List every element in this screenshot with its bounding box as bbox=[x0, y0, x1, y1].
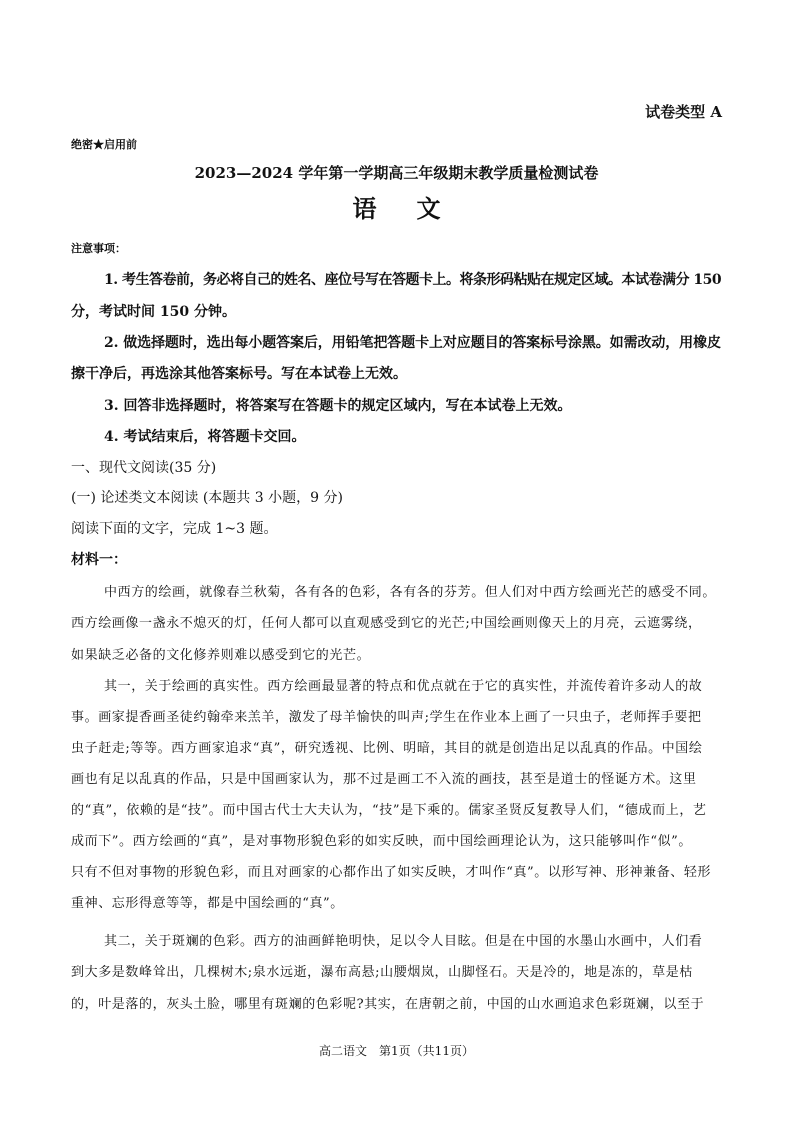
page-footer: 高二语文 第1页（共11页） bbox=[319, 1044, 474, 1058]
part-title: 一、现代文阅读(35 分) bbox=[71, 460, 217, 476]
sub-section-title: (一) 论述类文本阅读 (本题共 3 小题，9 分) bbox=[71, 490, 343, 506]
notice-line: 2. 做选择题时，选出每小题答案后，用铅笔把答题卡上对应题目的答案标号涂黑。如需改动，用橡皮 bbox=[104, 335, 721, 351]
article-line: 如果缺乏必备的文化修养则难以感受到它的光芒。 bbox=[71, 648, 371, 663]
notice-heading: 注意事项： bbox=[71, 242, 126, 255]
article-line: 成而下”。西方绘画的“真”，是对事物形貌色彩的如实反映，而中国绘画理论认为，这只能够叫作“似”。 bbox=[71, 834, 693, 849]
reading-instruction: 阅读下面的文字，完成 1~3 题。 bbox=[71, 521, 278, 537]
notice-line: 4. 考试结束后，将答题卡交回。 bbox=[104, 429, 306, 445]
article-line: 西方绘画像一盏永不熄灭的灯，任何人都可以直观感受到它的光芒;中国绘画则像天上的月亮，云遮雾绕， bbox=[71, 616, 702, 631]
article-line: 到大多是数峰耸出，几棵树木;泉水远逝，瀑布高悬;山腰烟岚，山脚怪石。天是冷的，地是冻的，草是枯 bbox=[71, 965, 693, 980]
notice-line: 擦干净后，再选涂其他答案标号。写在本试卷上无效。 bbox=[71, 366, 407, 382]
article-line: 画也有足以乱真的作品，只是中国画家认为，那不过是画工不入流的画技，甚至是道士的怪诞方术。这里 bbox=[71, 772, 697, 787]
exam-title: 2023—2024 学年第一学期高三年级期末教学质量检测试卷 bbox=[194, 164, 599, 182]
material-label: 材料一： bbox=[71, 552, 127, 568]
article-line: 中西方的绘画，就像春兰秋菊，各有各的色彩，各有各的芬芳。但人们对中西方绘画光芒的感受不同。 bbox=[104, 585, 717, 600]
article-line: 其一，关于绘画的真实性。西方绘画最显著的特点和优点就在于它的真实性，并流传着许多动人的故 bbox=[104, 679, 703, 694]
subject-title: 语文 bbox=[352, 194, 481, 223]
article-line: 虫子赶走;等等。西方画家追求“真”，研究透视、比例、明暗，其目的就是创造出足以乱真的作品。中国绘 bbox=[71, 741, 703, 756]
paper-type-label: 试卷类型 A bbox=[645, 103, 722, 121]
notice-line: 1. 考生答卷前，务必将自己的姓名、座位号写在答题卡上。将条形码粘贴在规定区域。本试卷满分 150 bbox=[104, 272, 722, 288]
article-line: 重神、忘形得意等等，都是中国绘画的“真”。 bbox=[71, 896, 344, 911]
article-line: 其二，关于斑斓的色彩。西方的油画鲜艳明快，足以令人目眩。但是在中国的水墨山水画中，人们看 bbox=[104, 934, 703, 949]
article-line: 的，叶是落的，灰头土脸，哪里有斑斓的色彩呢?其实，在唐朝之前，中国的山水画追求色彩斑斓，以至于 bbox=[71, 997, 705, 1012]
notice-line: 3. 回答非选择题时，将答案写在答题卡的规定区域内，写在本试卷上无效。 bbox=[104, 398, 572, 414]
secret-label: 绝密★启用前 bbox=[71, 138, 137, 151]
article-line: 只有不但对事物的形貌色彩，而且对画家的心都作出了如实反映，才叫作“真”。以形写神、形神兼备、轻形 bbox=[71, 865, 712, 880]
notice-line: 分，考试时间 150 分钟。 bbox=[71, 304, 236, 320]
article-line: 的“真”，依赖的是“技”。而中国古代士大夫认为，“技”是下乘的。儒家圣贤反复教导人们，“德成而上，艺 bbox=[71, 803, 707, 818]
article-line: 事。画家提香画圣徒约翰牵来羔羊，激发了母羊愉快的叫声;学生在作业本上画了一只虫子，老师挥手要把 bbox=[71, 710, 702, 725]
